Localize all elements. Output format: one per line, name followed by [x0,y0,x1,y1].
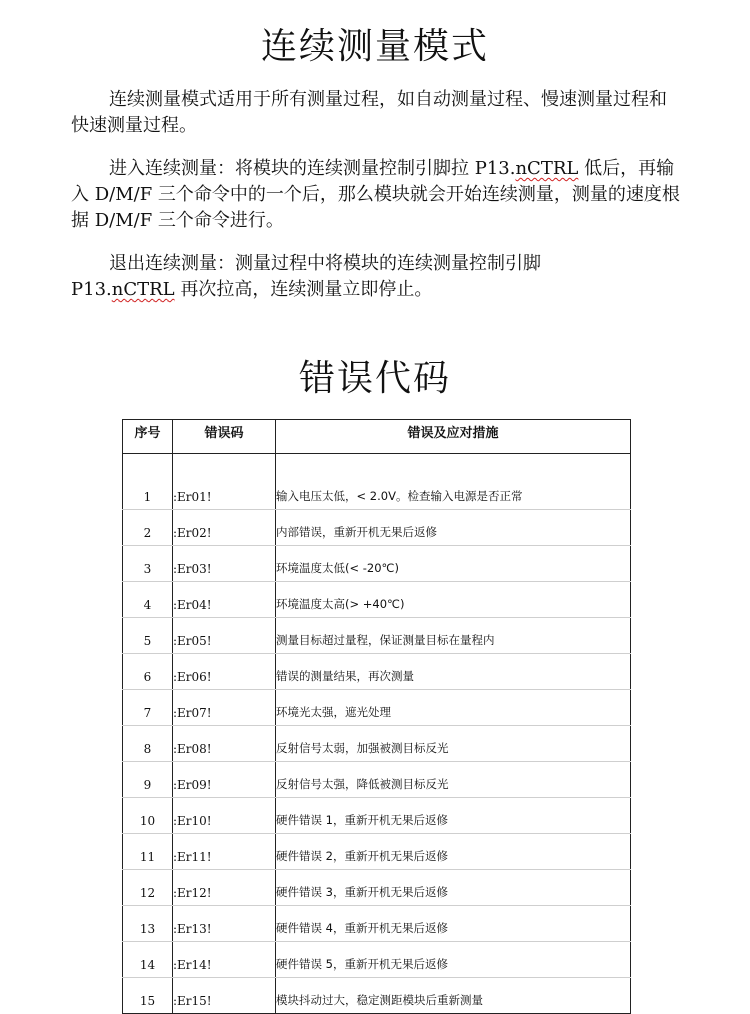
enter-text-a: 进入连续测量：将模块的连续测量控制引脚拉 P13. [109,158,516,179]
table-row [123,546,631,582]
row-error-code: :Er05! [173,618,276,654]
row-index: 10 [123,798,173,834]
row-index: 8 [123,726,173,762]
table-row [123,942,631,978]
error-code-table [122,419,631,1014]
row-error-description: 测量目标超过量程，保证测量目标在量程内 [276,618,631,654]
row-index: 11 [123,834,173,870]
row-error-description: 反射信号太弱，加强被测目标反光 [276,726,631,762]
row-index: 5 [123,618,173,654]
row-index: 6 [123,654,173,690]
table-row [123,726,631,762]
row-error-description: 模块抖动过大，稳定测距模块后重新测量 [276,978,631,1014]
row-index: 12 [123,870,173,906]
row-error-description: 硬件错误 5，重新开机无果后返修 [276,942,631,978]
table-row [123,834,631,870]
row-index: 2 [123,510,173,546]
row-error-code: :Er01! [173,454,276,510]
row-error-code: :Er15! [173,978,276,1014]
row-error-code: :Er09! [173,762,276,798]
row-index: 9 [123,762,173,798]
row-error-code: :Er12! [173,870,276,906]
paragraph-mode-description: 连续测量模式适用于所有测量过程，如自动测量过程、慢速测量过程和快速测量过程。 [71,89,667,136]
row-error-description: 错误的测量结果，再次测量 [276,654,631,690]
table-row [123,618,631,654]
table-row [123,454,631,510]
row-error-description: 环境温度太高(> +40℃) [276,582,631,618]
pin-name-nctrl: nCTRL [515,158,579,179]
table-row [123,798,631,834]
table-row [123,654,631,690]
table-row [123,690,631,726]
row-index: 4 [123,582,173,618]
table-row [123,510,631,546]
header-error-code: 错误码 [173,420,276,454]
exit-text-c: 再次拉高，连续测量立即停止。 [174,279,433,300]
exit-text-a: 退出连续测量：测量过程中将模块的连续测量控制引脚P13. [71,253,541,300]
row-error-code: :Er08! [173,726,276,762]
row-error-code: :Er03! [173,546,276,582]
row-index: 13 [123,906,173,942]
row-error-description: 硬件错误 4，重新开机无果后返修 [276,906,631,942]
table-row [123,978,631,1014]
row-index: 15 [123,978,173,1014]
section-title-continuous-mode: 连续测量模式 [260,26,489,67]
row-error-description: 环境温度太低(< -20℃) [276,546,631,582]
row-error-description: 硬件错误 2，重新开机无果后返修 [276,834,631,870]
row-error-description: 硬件错误 1，重新开机无果后返修 [276,798,631,834]
row-error-code: :Er07! [173,690,276,726]
enter-text-c: 低后，再输入 D/M/F 三个命令中的一个后，那么模块就会开始连续测量，测量的速度根据 D/M/F 三个命令进行。 [71,158,680,231]
pin-name-nctrl-2: nCTRL [111,279,175,300]
row-index: 14 [123,942,173,978]
row-error-description: 硬件错误 3，重新开机无果后返修 [276,870,631,906]
row-error-code: :Er04! [173,582,276,618]
header-index: 序号 [123,420,173,454]
table-row [123,762,631,798]
row-error-description: 内部错误，重新开机无果后返修 [276,510,631,546]
table-row [123,582,631,618]
row-index: 7 [123,690,173,726]
row-error-code: :Er13! [173,906,276,942]
row-error-description: 反射信号太强，降低被测目标反光 [276,762,631,798]
row-error-code: :Er10! [173,798,276,834]
table-row [123,870,631,906]
table-row [123,906,631,942]
paragraph-enter-continuous [71,156,681,234]
row-error-description: 输入电压太低，< 2.0V。检查输入电源是否正常 [276,454,631,510]
row-index: 3 [123,546,173,582]
section-title-error-codes: 错误代码 [298,358,451,399]
row-error-code: :Er06! [173,654,276,690]
row-error-description: 环境光太强，遮光处理 [276,690,631,726]
table-header-row [123,420,631,454]
row-error-code: :Er11! [173,834,276,870]
row-error-code: :Er14! [173,942,276,978]
row-error-code: :Er02! [173,510,276,546]
header-error-action: 错误及应对措施 [276,420,631,454]
row-index: 1 [123,454,173,510]
paragraph-exit-continuous [71,251,631,303]
